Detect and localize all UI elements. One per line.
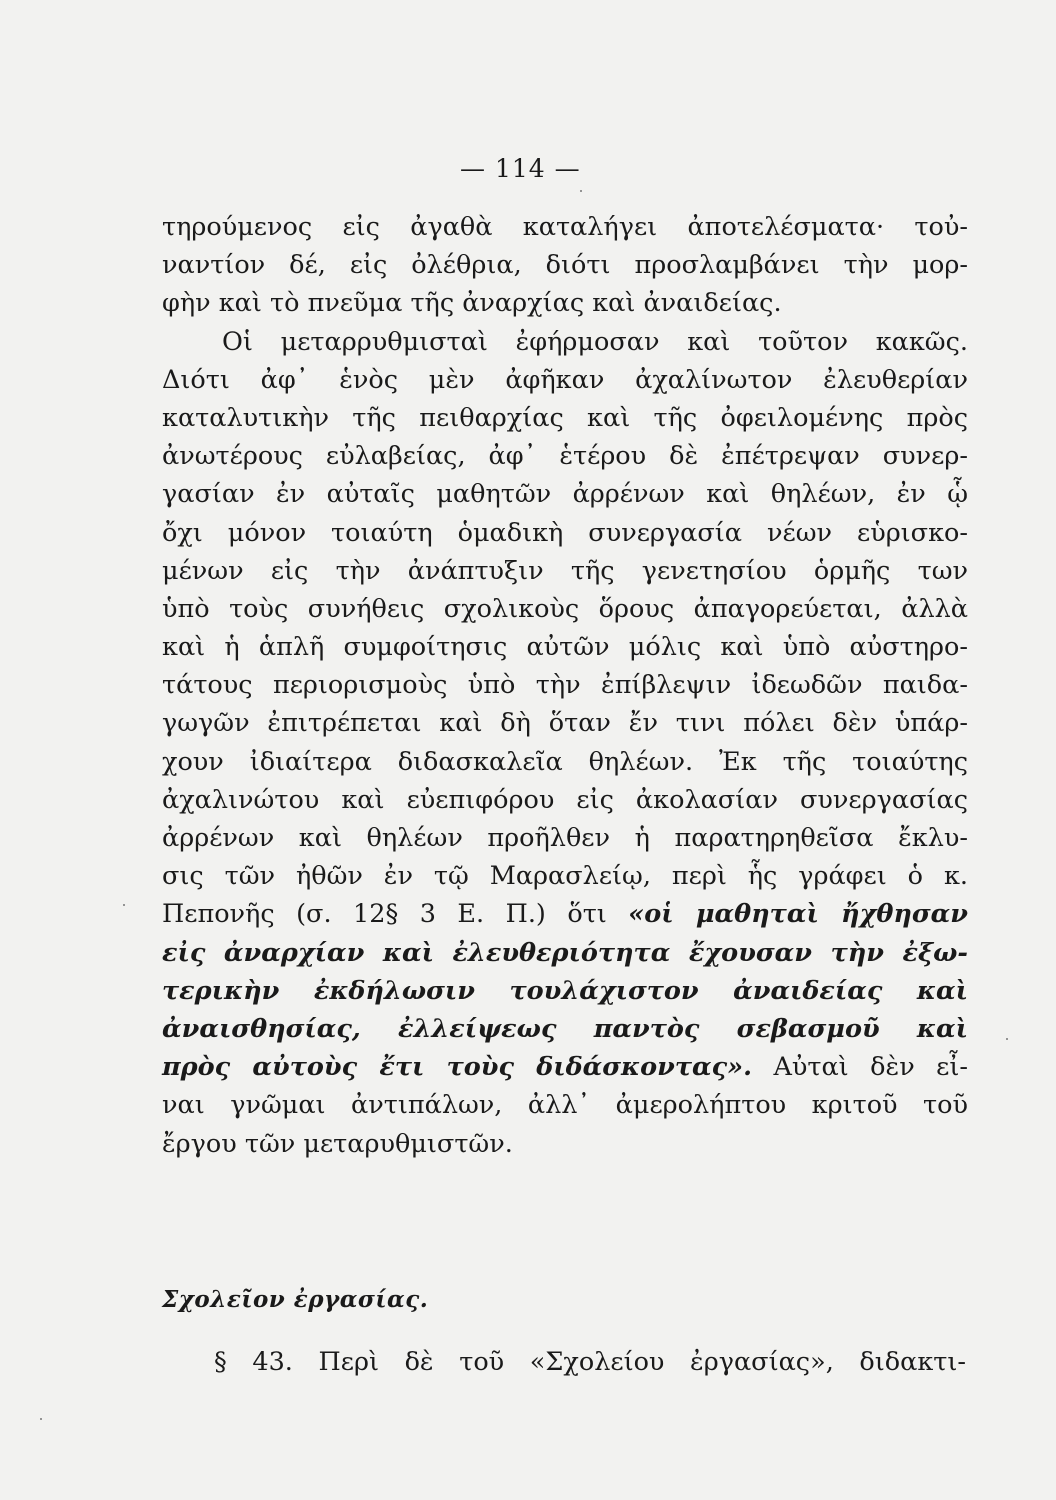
text-line: ὑπὸ τοὺς συνήθεις σχολικοὺς ὅρους ἀπαγορεύεται, ἀλλὰ — [162, 593, 968, 624]
quote-line: ἀναισθησίας, ἐλλείψεως παντὸς σεβασμοῦ καὶ — [162, 1013, 968, 1044]
paper-speck — [123, 904, 125, 906]
text-line-with-quote-end — [162, 1048, 968, 1086]
paper-speck — [580, 190, 582, 192]
text-line: ναντίον δέ, εἰς ὀλέθρια, διότι προσλαμβάνει τὴν μορ- — [162, 250, 968, 281]
text-tail: Αὐταὶ δὲν εἶ- — [773, 1052, 968, 1083]
quote-line: τερικὴν ἐκδήλωσιν τουλάχιστον ἀναιδείας καὶ — [162, 975, 968, 1006]
text-line: ἀρρένων καὶ θηλέων προῆλθεν ἡ παρατηρηθεῖσα ἔκλυ- — [162, 823, 968, 853]
text-line: καταλυτικὴν τῆς πειθαρχίας καὶ τῆς ὀφειλομένης πρὸς — [162, 402, 968, 433]
quote-start: «οἱ μαθηταὶ ἤχθησαν — [628, 899, 969, 930]
text-line: ἀνωτέρους εὐλαβείας, ἀφ᾽ ἑτέρου δὲ ἐπέτρεψαν συνερ- — [162, 441, 968, 472]
text-line: καὶ ἡ ἁπλῆ συμφοίτησις αὐτῶν μόλις καὶ ὑπὸ αὐστηρο- — [162, 632, 968, 663]
body-text — [162, 208, 968, 1163]
page-number: — 114 — — [460, 154, 581, 183]
text-line: ὄχι μόνον τοιαύτη ὁμαδικὴ συνεργασία νέων εὑρισκο- — [162, 517, 968, 548]
paper-speck — [1006, 1038, 1008, 1040]
text-line: σις τῶν ἠθῶν ἐν τῷ Μαρασλείῳ, περὶ ἧς γράφει ὁ κ. — [162, 861, 968, 892]
text-line: μένων εἰς τὴν ἀνάπτυξιν τῆς γενετησίου ὁρμῆς των — [162, 555, 968, 586]
section-heading: Σχολεῖον ἐργασίας. — [162, 1286, 429, 1313]
text-line: Οἱ μεταρρυθμισταὶ ἐφήρμοσαν καὶ τοῦτον κακῶς. — [222, 326, 968, 357]
text-line: Διότι ἀφ᾽ ἑνὸς μὲν ἀφῆκαν ἀχαλίνωτον ἐλευθερίαν — [162, 364, 968, 395]
quote-line: εἰς ἀναρχίαν καὶ ἐλευθεριότητα ἔχουσαν τὴν ἐξω- — [162, 937, 968, 968]
text-line: ναι γνῶμαι ἀντιπάλων, ἀλλ᾽ ἀμερολήπτου κριτοῦ τοῦ — [162, 1090, 968, 1121]
text-line: ἔργου τῶν μεταρυθμιστῶν. — [162, 1128, 513, 1159]
quote-end: πρὸς αὐτοὺς ἔτι τοὺς διδάσκοντας». — [162, 1052, 752, 1083]
text-line: χουν ἰδιαίτερα διδασκαλεῖα θηλέων. Ἐκ τῆς τοιαύτης — [162, 746, 968, 777]
text-line: ἀχαλινώτου καὶ εὐεπιφόρου εἰς ἀκολασίαν συνεργασίας — [162, 784, 968, 815]
text-line: γωγῶν ἐπιτρέπεται καὶ δὴ ὅταν ἔν τινι πόλει δὲν ὑπάρ- — [162, 708, 968, 739]
text-line: φὴν καὶ τὸ πνεῦμα τῆς ἀναρχίας καὶ ἀναιδείας. — [162, 288, 782, 319]
citation-text: Πεπονῆς (σ. 12§ 3 Ε. Π.) ὅτι — [162, 899, 607, 930]
text-line: τάτους περιορισμοὺς ὑπὸ τὴν ἐπίβλεψιν ἰδεωδῶν παιδα- — [162, 670, 968, 701]
text-line: τηρούμενος εἰς ἀγαθὰ καταλήγει ἀποτελέσματα· τοὐ- — [162, 212, 968, 242]
section-first-line: § 43. Περὶ δὲ τοῦ «Σχολείου ἐργασίας», διδακτι- — [214, 1347, 966, 1377]
text-line-with-quote — [162, 895, 968, 933]
text-line: γασίαν ἐν αὐταῖς μαθητῶν ἀρρένων καὶ θηλέων, ἐν ᾧ — [162, 479, 968, 510]
paper-speck — [40, 1418, 42, 1420]
